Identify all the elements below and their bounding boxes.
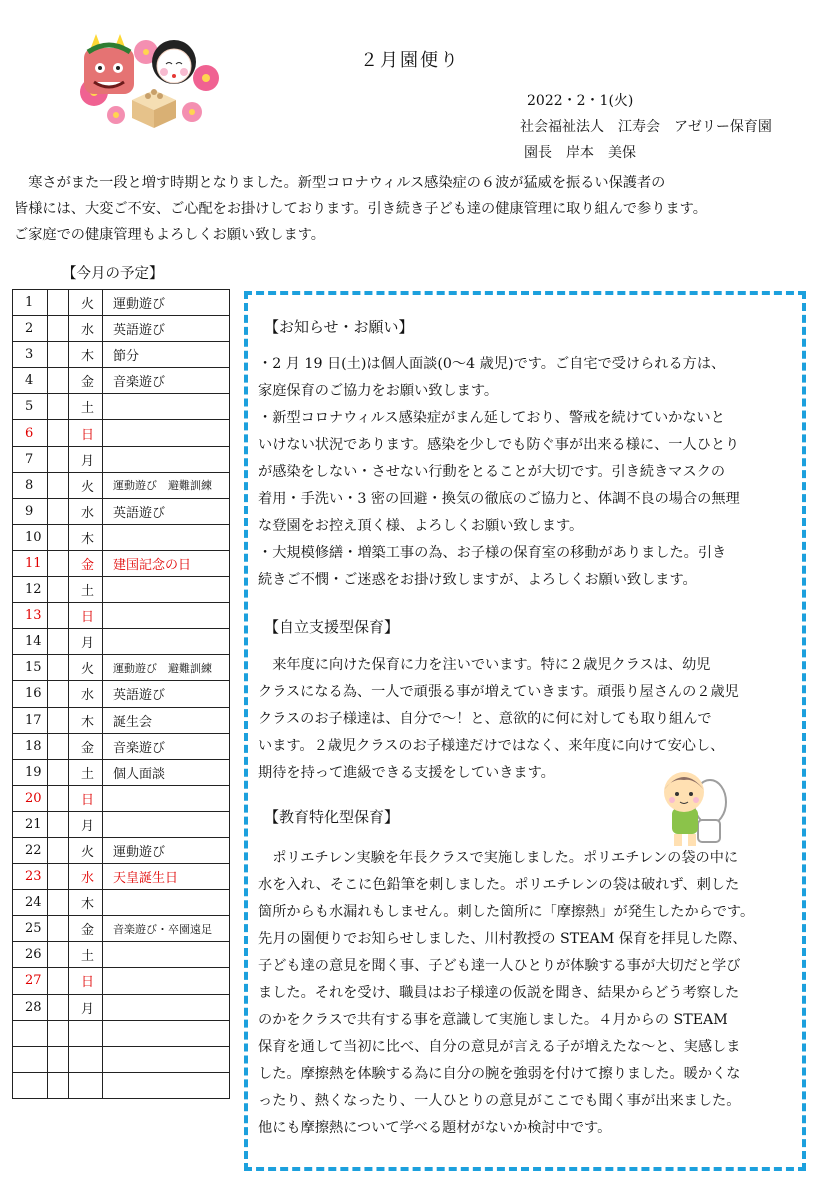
schedule-weekday: 水 bbox=[69, 316, 103, 342]
schedule-day: 26 bbox=[13, 942, 48, 968]
schedule-event bbox=[103, 994, 230, 1020]
schedule-row bbox=[13, 864, 230, 890]
schedule-event: 運動遊び 避難訓練 bbox=[103, 472, 230, 498]
notices-line: ・大規模修繕・増築工事の為、お子様の保育室の移動がありました。引き bbox=[258, 545, 727, 561]
schedule-event: 音楽遊び bbox=[103, 368, 230, 394]
schedule-blank-cell bbox=[48, 577, 69, 603]
schedule-weekday: 月 bbox=[69, 811, 103, 837]
schedule-event bbox=[103, 1046, 230, 1072]
schedule-blank-cell bbox=[48, 942, 69, 968]
schedule-weekday: 日 bbox=[69, 603, 103, 629]
schedule-weekday: 火 bbox=[69, 472, 103, 498]
schedule-row bbox=[13, 577, 230, 603]
schedule-day: 11 bbox=[13, 550, 48, 576]
schedule-blank-cell bbox=[48, 837, 69, 863]
schedule-day bbox=[13, 1020, 48, 1046]
education-text bbox=[258, 845, 798, 1142]
schedule-blank-cell bbox=[48, 603, 69, 629]
schedule-row bbox=[13, 394, 230, 420]
education-line: 他にも摩擦熱について学べる題材がないか検討中です。 bbox=[258, 1120, 612, 1136]
schedule-blank-cell bbox=[48, 864, 69, 890]
intro-text bbox=[14, 170, 804, 248]
schedule-weekday: 土 bbox=[69, 394, 103, 420]
schedule-row bbox=[13, 759, 230, 785]
schedule-row bbox=[13, 498, 230, 524]
child-on-toilet-illustration bbox=[644, 762, 734, 852]
notices-line: な登園をお控え頂く様、よろしくお願い致します。 bbox=[258, 518, 584, 534]
schedule-row bbox=[13, 837, 230, 863]
schedule-event bbox=[103, 603, 230, 629]
schedule-day: 12 bbox=[13, 577, 48, 603]
schedule-blank-cell bbox=[48, 655, 69, 681]
notices-line: 着用・手洗い・3 密の回避・換気の徹底のご協力と、体調不良の場合の無理 bbox=[258, 491, 740, 507]
schedule-weekday: 火 bbox=[69, 655, 103, 681]
schedule-day bbox=[13, 1046, 48, 1072]
education-line: ったり、熱くなったり、一人ひとりの意見がここでも聞く事が出来ました。 bbox=[258, 1093, 741, 1109]
schedule-weekday: 木 bbox=[69, 342, 103, 368]
schedule-blank-cell bbox=[48, 342, 69, 368]
schedule-row bbox=[13, 733, 230, 759]
independence-line: 来年度に向けた保育に力を注いでいます。特に２歳児クラスは、幼児 bbox=[258, 657, 711, 673]
page-title: ２月園便り bbox=[360, 50, 460, 71]
schedule-day: 27 bbox=[13, 968, 48, 994]
schedule-day: 7 bbox=[13, 446, 48, 472]
schedule-blank-cell bbox=[48, 994, 69, 1020]
schedule-blank-cell bbox=[48, 759, 69, 785]
schedule-row bbox=[13, 916, 230, 942]
schedule-day: 24 bbox=[13, 890, 48, 916]
schedule-blank-cell bbox=[48, 524, 69, 550]
director-name: 園長 岸本 美保 bbox=[524, 145, 636, 161]
schedule-row bbox=[13, 1020, 230, 1046]
schedule-weekday: 水 bbox=[69, 498, 103, 524]
education-line: 箇所からも水漏れもしません。刺した箇所に「摩擦熱」が発生したからです。 bbox=[258, 904, 755, 920]
independence-line: クラスのお子様達は、自分で〜！と、意欲的に何に対しても取り組んで bbox=[258, 711, 712, 727]
schedule-day: 20 bbox=[13, 785, 48, 811]
schedule-row bbox=[13, 629, 230, 655]
schedule-row bbox=[13, 968, 230, 994]
schedule-event: 節分 bbox=[103, 342, 230, 368]
schedule-event bbox=[103, 968, 230, 994]
schedule-blank-cell bbox=[48, 785, 69, 811]
schedule-event: 建国記念の日 bbox=[103, 550, 230, 576]
schedule-day: 14 bbox=[13, 629, 48, 655]
schedule-day: 15 bbox=[13, 655, 48, 681]
schedule-event bbox=[103, 942, 230, 968]
schedule-weekday: 土 bbox=[69, 942, 103, 968]
schedule-row bbox=[13, 290, 230, 316]
schedule-event: 音楽遊び bbox=[103, 733, 230, 759]
schedule-weekday: 木 bbox=[69, 707, 103, 733]
schedule-event: 天皇誕生日 bbox=[103, 864, 230, 890]
schedule-row bbox=[13, 1072, 230, 1098]
schedule-day: 18 bbox=[13, 733, 48, 759]
schedule-event: 誕生会 bbox=[103, 707, 230, 733]
schedule-day: 3 bbox=[13, 342, 48, 368]
independence-line: クラスになる為、一人で頑張る事が増えていきます。頑張り屋さんの２歳児 bbox=[258, 684, 739, 700]
schedule-blank-cell bbox=[48, 316, 69, 342]
schedule-event bbox=[103, 629, 230, 655]
schedule-weekday bbox=[69, 1046, 103, 1072]
schedule-blank-cell bbox=[48, 811, 69, 837]
schedule-row bbox=[13, 890, 230, 916]
schedule-blank-cell bbox=[48, 1072, 69, 1098]
education-line: 水を入れ、そこに色鉛筆を刺しました。ポリエチレンの袋は破れず、刺した bbox=[258, 877, 740, 893]
schedule-day: 9 bbox=[13, 498, 48, 524]
schedule-day: 28 bbox=[13, 994, 48, 1020]
schedule-row bbox=[13, 342, 230, 368]
schedule-blank-cell bbox=[48, 498, 69, 524]
schedule-row bbox=[13, 942, 230, 968]
schedule-event bbox=[103, 785, 230, 811]
schedule-event: 英語遊び bbox=[103, 316, 230, 342]
schedule-weekday: 月 bbox=[69, 446, 103, 472]
schedule-event: 音楽遊び・卒園遠足 bbox=[103, 916, 230, 942]
schedule-blank-cell bbox=[48, 420, 69, 446]
schedule-weekday: 水 bbox=[69, 864, 103, 890]
schedule-weekday: 金 bbox=[69, 368, 103, 394]
schedule-row bbox=[13, 707, 230, 733]
schedule-event bbox=[103, 524, 230, 550]
setsubun-illustration bbox=[74, 30, 224, 130]
schedule-weekday: 水 bbox=[69, 681, 103, 707]
issue-date: 2022・2・1(火) bbox=[527, 93, 634, 109]
schedule-event: 運動遊び bbox=[103, 290, 230, 316]
schedule-weekday: 月 bbox=[69, 994, 103, 1020]
schedule-day: 8 bbox=[13, 472, 48, 498]
schedule-day: 17 bbox=[13, 707, 48, 733]
schedule-blank-cell bbox=[48, 968, 69, 994]
organization-name: 社会福祉法人 江寿会 アゼリー保育園 bbox=[520, 119, 772, 135]
education-line: 先月の園便りでお知らせしました、川村教授の STEAM 保育を拝見した際、 bbox=[258, 931, 747, 947]
schedule-weekday: 日 bbox=[69, 420, 103, 446]
schedule-blank-cell bbox=[48, 472, 69, 498]
schedule-day: 16 bbox=[13, 681, 48, 707]
schedule-title: 【今月の予定】 bbox=[62, 266, 164, 282]
schedule-weekday: 火 bbox=[69, 837, 103, 863]
schedule-weekday: 木 bbox=[69, 890, 103, 916]
schedule-weekday: 日 bbox=[69, 968, 103, 994]
schedule-day: 5 bbox=[13, 394, 48, 420]
independence-heading: 【自立支援型保育】 bbox=[264, 618, 400, 636]
intro-line: ご家庭での健康管理もよろしくお願い致します。 bbox=[14, 227, 325, 243]
schedule-blank-cell bbox=[48, 681, 69, 707]
schedule-day: 1 bbox=[13, 290, 48, 316]
schedule-blank-cell bbox=[48, 916, 69, 942]
schedule-row bbox=[13, 420, 230, 446]
schedule-day: 4 bbox=[13, 368, 48, 394]
schedule-event bbox=[103, 1020, 230, 1046]
notices-line: ・2 月 19 日(土)は個人面談(0〜4 歳児)です。ご自宅で受けられる方は、 bbox=[258, 356, 726, 372]
schedule-weekday: 土 bbox=[69, 577, 103, 603]
schedule-day: 6 bbox=[13, 420, 48, 446]
schedule-row bbox=[13, 316, 230, 342]
schedule-weekday bbox=[69, 1072, 103, 1098]
schedule-weekday: 金 bbox=[69, 733, 103, 759]
schedule-blank-cell bbox=[48, 1020, 69, 1046]
education-line: ポリエチレン実験を年長クラスで実施しました。ポリエチレンの袋の中に bbox=[258, 850, 739, 866]
schedule-blank-cell bbox=[48, 733, 69, 759]
schedule-row bbox=[13, 472, 230, 498]
notices-line: が感染をしない・させない行動をとることが大切です。引き続きマスクの bbox=[258, 464, 726, 480]
schedule-row bbox=[13, 655, 230, 681]
notices-text bbox=[258, 351, 798, 594]
schedule-weekday: 金 bbox=[69, 916, 103, 942]
education-line: した。摩擦熱を体験する為に自分の腕を強弱を付けて擦りました。暖かくな bbox=[258, 1066, 741, 1082]
schedule-event bbox=[103, 811, 230, 837]
schedule-weekday: 土 bbox=[69, 759, 103, 785]
notices-line: いけない状況であります。感染を少しでも防ぐ事が出来る様に、一人ひとり bbox=[258, 437, 740, 453]
schedule-blank-cell bbox=[48, 290, 69, 316]
schedule-event: 運動遊び 避難訓練 bbox=[103, 655, 230, 681]
schedule-weekday: 火 bbox=[69, 290, 103, 316]
schedule-row bbox=[13, 681, 230, 707]
schedule-blank-cell bbox=[48, 394, 69, 420]
schedule-day bbox=[13, 1072, 48, 1098]
schedule-event: 英語遊び bbox=[103, 498, 230, 524]
schedule-event bbox=[103, 420, 230, 446]
education-heading: 【教育特化型保育】 bbox=[264, 808, 400, 826]
schedule-blank-cell bbox=[48, 1046, 69, 1072]
education-line: 保育を通して当初に比べ、自分の意見が言える子が増えたな〜と、実感しま bbox=[258, 1039, 741, 1055]
schedule-day: 22 bbox=[13, 837, 48, 863]
notices-heading: 【お知らせ・お願い】 bbox=[264, 318, 414, 336]
schedule-event bbox=[103, 890, 230, 916]
schedule-event: 英語遊び bbox=[103, 681, 230, 707]
schedule-row bbox=[13, 524, 230, 550]
schedule-blank-cell bbox=[48, 707, 69, 733]
schedule-weekday: 金 bbox=[69, 550, 103, 576]
schedule-blank-cell bbox=[48, 890, 69, 916]
schedule-day: 23 bbox=[13, 864, 48, 890]
intro-line: 寒さがまた一段と増す時期となりました。新型コロナウィルス感染症の６波が猛威を振るい保護者の bbox=[14, 175, 666, 191]
schedule-event bbox=[103, 577, 230, 603]
education-line: ました。それを受け、職員はお子様達の仮説を聞き、結果からどう考察した bbox=[258, 985, 740, 1001]
schedule-day: 21 bbox=[13, 811, 48, 837]
schedule-row bbox=[13, 368, 230, 394]
schedule-blank-cell bbox=[48, 368, 69, 394]
schedule-row bbox=[13, 603, 230, 629]
independence-line: 期待を持って進級できる支援をしていきます。 bbox=[258, 765, 555, 781]
notices-line: 家庭保育のご協力をお願い致します。 bbox=[258, 383, 499, 399]
notices-line: 続きご不憫・ご迷惑をお掛け致しますが、よろしくお願い致します。 bbox=[258, 572, 697, 588]
schedule-blank-cell bbox=[48, 446, 69, 472]
schedule-row bbox=[13, 811, 230, 837]
independence-line: います。２歳児クラスのお子様達だけではなく、来年度に向けて安心し、 bbox=[258, 738, 725, 754]
bean-box-icon bbox=[132, 89, 176, 128]
education-line: 子ども達の意見を聞く事、子ども達一人ひとりが体験する事が大切だと学び bbox=[258, 958, 741, 974]
education-line: のかをクラスで共有する事を意識して実施しました。４月からの STEAM bbox=[258, 1012, 728, 1028]
schedule-row bbox=[13, 785, 230, 811]
intro-line: 皆様には、大変ご不安、ご心配をお掛けしております。引き続き子ども達の健康管理に取り組んで参ります。 bbox=[14, 201, 707, 217]
schedule-weekday: 月 bbox=[69, 629, 103, 655]
schedule-table bbox=[12, 289, 230, 1099]
schedule-day: 10 bbox=[13, 524, 48, 550]
schedule-event: 個人面談 bbox=[103, 759, 230, 785]
schedule-event bbox=[103, 446, 230, 472]
schedule-day: 2 bbox=[13, 316, 48, 342]
schedule-weekday: 日 bbox=[69, 785, 103, 811]
schedule-blank-cell bbox=[48, 629, 69, 655]
notices-line: ・新型コロナウィルス感染症がまん延しており、警戒を続けていかないと bbox=[258, 410, 725, 426]
schedule-row bbox=[13, 550, 230, 576]
schedule-weekday bbox=[69, 1020, 103, 1046]
schedule-weekday: 木 bbox=[69, 524, 103, 550]
schedule-row bbox=[13, 994, 230, 1020]
schedule-day: 19 bbox=[13, 759, 48, 785]
schedule-event bbox=[103, 394, 230, 420]
schedule-event bbox=[103, 1072, 230, 1098]
schedule-day: 13 bbox=[13, 603, 48, 629]
schedule-row bbox=[13, 1046, 230, 1072]
schedule-day: 25 bbox=[13, 916, 48, 942]
schedule-row bbox=[13, 446, 230, 472]
schedule-event: 運動遊び bbox=[103, 837, 230, 863]
schedule-blank-cell bbox=[48, 550, 69, 576]
